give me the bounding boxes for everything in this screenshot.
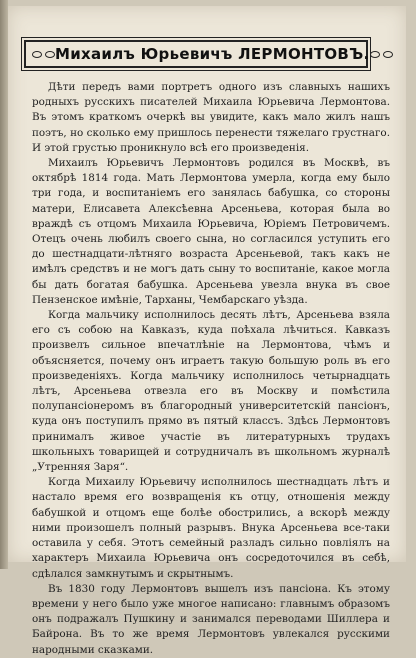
ornament-ring-icon bbox=[383, 51, 393, 58]
ornament-ring-icon bbox=[370, 51, 380, 58]
page-title: Михаилъ Юрьевичъ ЛЕРМОНТОВЪ. bbox=[55, 45, 370, 63]
paragraph-family: Когда Михаилу Юрьевичу исполнилось шестнадцать лѣтъ и настало время его возвращенія къ отцу, отношенія между бабушкой и отцомъ еще болѣе обострились, а вскорѣ между ними произошелъ полный разрывъ. Внука Арсеньева все-таки оставила у себя. Этотъ семейный разладъ сильно повліялъ на характеръ Михаила Юрьевича онъ сосредоточился въ себѣ, сдѣлался замкнутымъ и скрытнымъ. bbox=[32, 476, 390, 580]
ornament-ring-icon bbox=[45, 51, 55, 58]
paragraph-caucasus: Когда мальчику исполнилось десять лѣтъ, Арсеньева взяла его съ собою на Кавказъ, куда поѣхала лѣчиться. Кавказъ произвелъ сильное впечатлѣніе на Лермонтова, чѣмъ и объясняется, почему онъ играетъ такую большую роль въ его произведеніяхъ. Когда мальчику исполнилось четырнадцать лѣтъ, Арсеньева отвезла его въ Москву и помѣстила полупансіонеромъ въ благородный университетскій пансіонъ, куда онъ поступилъ прямо въ пятый классъ. Здѣсь Лермонтовъ принималъ живое участіе въ литературныхъ трудахъ школьныхъ товарищей и сотрудничалъ въ школьномъ журналѣ „Утренняя Заря“. bbox=[32, 309, 390, 474]
paragraph-birth: Михаилъ Юрьевичъ Лермонтовъ родился въ Москвѣ, въ октябрѣ 1814 года. Мать Лермонтова умерла, когда ему было три года, и воспитаніемъ его занялась бабушка, со стороны матери, Елисавета Алексѣевна Арсеньева, которая была во враждѣ съ отцомъ Михаила Юрьевича, Юріемъ Петровичемъ. Отецъ очень любилъ своего сына, но согласился уступить его до шестнадцати-лѣтняго возраста Арсеньевой, такъ какъ не имѣлъ средствъ и не могъ дать сыну то воспитаніе, какое могла бы дать богатая бабушка. Арсеньева увезла внука въ свое Пензенское имѣніе, Тарханы, Чембарскаго уѣзда. bbox=[32, 157, 390, 306]
title-frame bbox=[24, 40, 368, 68]
left-ornament bbox=[32, 51, 55, 58]
paragraph-intro: Дѣти передъ вами портретъ одного изъ славныхъ нашихъ родныхъ русскихъ писателей Михаила Юрьевича Лермонтова. Въ этомъ краткомъ очеркѣ вы увидите, какъ мало жилъ нашъ поэтъ, но сколько ему пришлось перенести тяжелаго грустнаго. И этой грустью проникнуло всѣ его произведенія. bbox=[32, 81, 390, 154]
right-ornament bbox=[370, 51, 393, 58]
book-spine-shadow bbox=[0, 0, 8, 569]
ornament-ring-icon bbox=[32, 51, 42, 58]
paragraph-1830: Въ 1830 году Лермонтовъ вышелъ изъ пансіона. Къ этому времени у него было уже многое написано: главнымъ образомъ онъ подражалъ Пушкину и занимался переводами Шиллера и Байрона. Въ то же время Лермонтовъ увлекался русскими народными сказками. bbox=[32, 582, 390, 656]
article-body bbox=[32, 80, 390, 658]
